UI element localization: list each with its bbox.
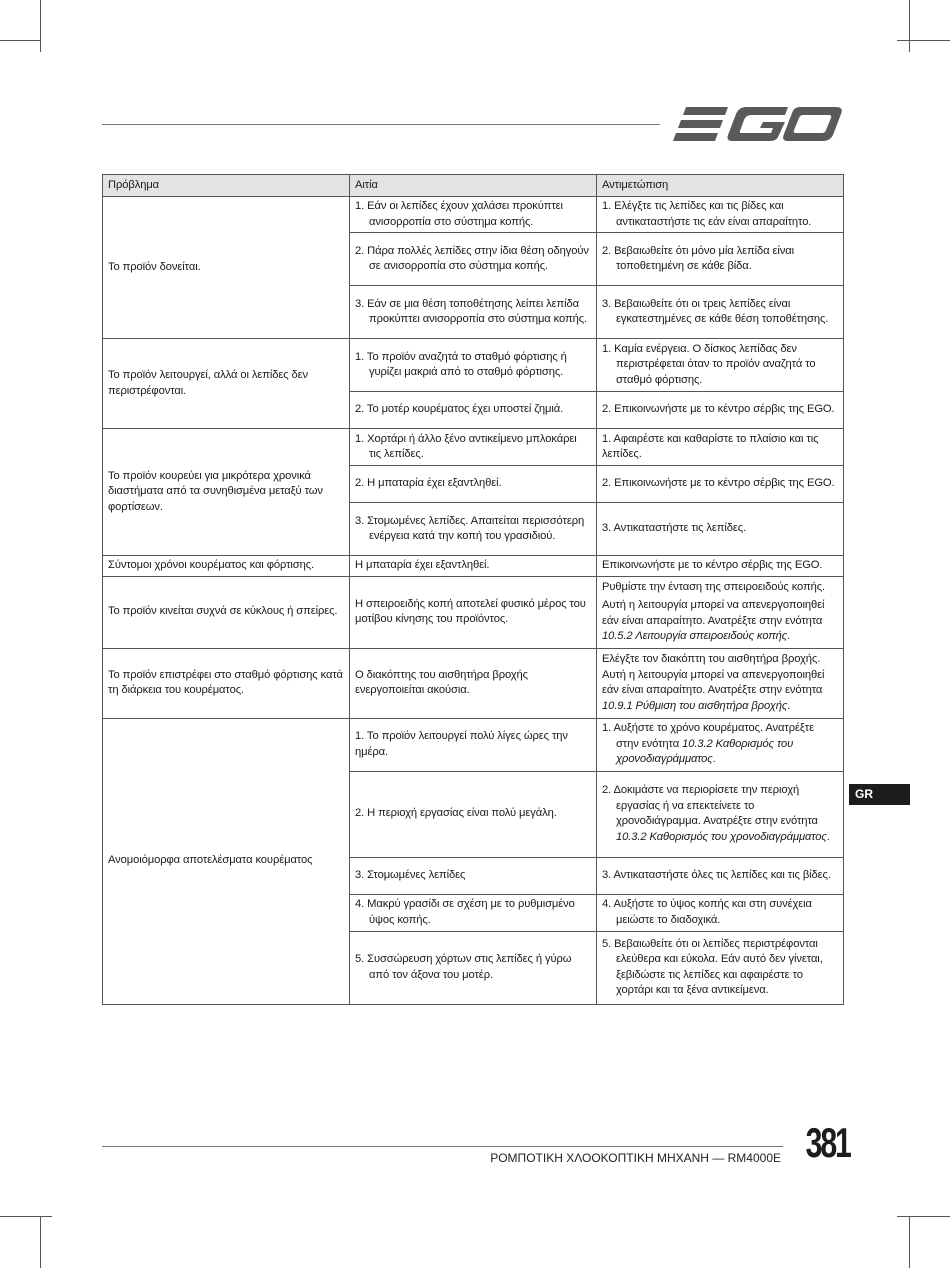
problem-cell: Το προϊόν κουρεύει για μικρότερα χρονικά διαστήματα από τα συνηθισμένα μεταξύ των φορτίσεων. (103, 429, 350, 556)
cause-cell: 5. Συσσώρευση χόρτων στις λεπίδες ή γύρω από τον άξονα του μοτέρ. (350, 931, 597, 1004)
problem-cell: Το προϊόν δονείται. (103, 197, 350, 339)
solution-cell: 1. Αυξήστε το χρόνο κουρέματος. Ανατρέξτε στην ενότητα 10.3.2 Καθορισμός του χρονοδιαγράμματος. (597, 718, 844, 771)
section-reference: 10.3.2 Καθορισμός του χρονοδιαγράμματος (616, 737, 794, 766)
footer-rule (102, 1146, 783, 1147)
table-row (103, 576, 844, 648)
problem-cell: Σύντομοι χρόνοι κουρέματος και φόρτισης. (103, 556, 350, 577)
header-solution: Αντιμετώπιση (597, 175, 844, 197)
solution-cell (597, 576, 844, 648)
cause-cell: 1. Χορτάρι ή άλλο ξένο αντικείμενο μπλοκάρει τις λεπίδες. (350, 429, 597, 466)
solution-cell: 3. Βεβαιωθείτε ότι οι τρεις λεπίδες είναι εγκατεστημένες σε κάθε θέση τοποθέτησης. (597, 286, 844, 339)
crop-mark (909, 0, 910, 52)
header-rule (102, 124, 660, 125)
crop-mark (0, 40, 40, 41)
crop-mark (0, 1216, 52, 1217)
cause-cell: 2. Η περιοχή εργασίας είναι πολύ μεγάλη. (350, 771, 597, 857)
crop-mark (897, 40, 950, 41)
solution-cell: 2. Βεβαιωθείτε ότι μόνο μία λεπίδα είναι τοποθετημένη σε κάθε βίδα. (597, 233, 844, 286)
section-reference: 10.5.2 Λειτουργία σπειροειδούς κοπής (602, 630, 788, 642)
cause-cell: Η μπαταρία έχει εξαντληθεί. (350, 556, 597, 577)
crop-mark (40, 1216, 41, 1268)
section-reference: 10.3.2 Καθορισμός του χρονοδιαγράμματος (616, 830, 827, 843)
cause-cell: 1. Το προϊόν λειτουργεί πολύ λίγες ώρες την ημέρα. (350, 718, 597, 771)
solution-cell: 1. Ελέγξτε τις λεπίδες και τις βίδες και αντικαταστήστε τις εάν είναι απαραίτητο. (597, 197, 844, 233)
cause-cell: 1. Το προϊόν αναζητά το σταθμό φόρτισης ή γυρίζει μακριά από το σταθμό φόρτισης. (350, 339, 597, 392)
solution-cell: Ελέγξτε τον διακόπτη του αισθητήρα βροχής. Αυτή η λειτουργία μπορεί να απενεργοποιηθεί εάν είναι απαραίτητο. Ανατρέξτε στην ενότητα 10.9.1 Ρύθμιση του αισθητήρα βροχής. (597, 648, 844, 718)
problem-cell: Το προϊόν λειτουργεί, αλλά οι λεπίδες δεν περιστρέφονται. (103, 339, 350, 429)
cause-cell: 3. Στομωμένες λεπίδες (350, 857, 597, 894)
cause-cell: 4. Μακρύ γρασίδι σε σχέση με το ρυθμισμένο ύψος κοπής. (350, 894, 597, 931)
solution-text: Αυτή η λειτουργία μπορεί να απενεργοποιηθεί εάν είναι απαραίτητο. Ανατρέξτε στην ενότητα 10.5.2 Λειτουργία σπειροειδούς κοπής. (602, 599, 825, 642)
solution-cell: 5. Βεβαιωθείτε ότι οι λεπίδες περιστρέφονται ελεύθερα και εύκολα. Εάν αυτό δεν γίνεται, ξεβιδώστε τις λεπίδες και αφαιρέστε το χορτάρι και τα ξένα αντικείμενα. (597, 931, 844, 1004)
table-row (103, 648, 844, 718)
cause-cell: 3. Εάν σε μια θέση τοποθέτησης λείπει λεπίδα προκύπτει ανισορροπία στο σύστημα κοπής. (350, 286, 597, 339)
table-row (103, 339, 844, 392)
language-tab: GR (849, 784, 910, 805)
cause-cell: 3. Στομωμένες λεπίδες. Απαιτείται περισσότερη ενέργεια κατά την κοπή του γρασιδιού. (350, 503, 597, 556)
problem-cell: Το προϊόν κινείται συχνά σε κύκλους ή σπείρες. (103, 576, 350, 648)
table-row (103, 429, 844, 466)
footer-title: ΡΟΜΠΟΤΙΚΗ ΧΛΟΟΚΟΠΤΙΚΗ ΜΗΧΑΝΗ — RM4000E (490, 1151, 781, 1165)
ego-logo (672, 105, 844, 143)
solution-cell: 2. Επικοινωνήστε με το κέντρο σέρβις της EGO. (597, 392, 844, 429)
solution-cell: 3. Αντικαταστήστε όλες τις λεπίδες και τις βίδες. (597, 857, 844, 894)
table-header-row (103, 175, 844, 197)
problem-cell: Ανομοιόμορφα αποτελέσματα κουρέματος (103, 718, 350, 1004)
header-problem: Πρόβλημα (103, 175, 350, 197)
troubleshooting-table (102, 174, 844, 1005)
table-row (103, 718, 844, 771)
cause-cell: 2. Το μοτέρ κουρέματος έχει υποστεί ζημιά. (350, 392, 597, 429)
cause-cell: 2. Πάρα πολλές λεπίδες στην ίδια θέση οδηγούν σε ανισορροπία στο σύστημα κοπής. (350, 233, 597, 286)
header-cause: Αιτία (350, 175, 597, 197)
cause-cell: Ο διακόπτης του αισθητήρα βροχής ενεργοποιείται ακούσια. (350, 648, 597, 718)
crop-mark (909, 1216, 910, 1268)
solution-cell: 2. Επικοινωνήστε με το κέντρο σέρβις της EGO. (597, 466, 844, 503)
solution-cell: 1. Καμία ενέργεια. Ο δίσκος λεπίδας δεν περιστρέφεται όταν το προϊόν αναζητά το σταθμό φόρτισης. (597, 339, 844, 392)
solution-cell: Επικοινωνήστε με το κέντρο σέρβις της EGO. (597, 556, 844, 577)
solution-cell: 3. Αντικαταστήστε τις λεπίδες. (597, 503, 844, 556)
table-row (103, 197, 844, 233)
crop-mark (40, 0, 41, 52)
solution-cell: 1. Αφαιρέστε και καθαρίστε το πλαίσιο και τις λεπίδες. (597, 429, 844, 466)
cause-cell: 1. Εάν οι λεπίδες έχουν χαλάσει προκύπτει ανισορροπία στο σύστημα κοπής. (350, 197, 597, 233)
page-number: 381 (805, 1119, 850, 1166)
section-reference: 10.9.1 Ρύθμιση του αισθητήρα βροχής (602, 699, 788, 712)
cause-cell: Η σπειροειδής κοπή αποτελεί φυσικό μέρος του μοτίβου κίνησης του προϊόντος. (350, 576, 597, 648)
table-row (103, 556, 844, 577)
solution-cell: 2. Δοκιμάστε να περιορίσετε την περιοχή εργασίας ή να επεκτείνετε το χρονοδιάγραμμα. Ανατρέξτε στην ενότητα 10.3.2 Καθορισμός του χρονοδιαγράμματος. (597, 771, 844, 857)
solution-cell: 4. Αυξήστε το ύψος κοπής και στη συνέχεια μειώστε το διαδοχικά. (597, 894, 844, 931)
cause-cell: 2. Η μπαταρία έχει εξαντληθεί. (350, 466, 597, 503)
solution-text: Ρυθμίστε την ένταση της σπειροειδούς κοπής. (602, 580, 826, 593)
problem-cell: Το προϊόν επιστρέφει στο σταθμό φόρτισης κατά τη διάρκεια του κουρέματος. (103, 648, 350, 718)
crop-mark (897, 1216, 950, 1217)
